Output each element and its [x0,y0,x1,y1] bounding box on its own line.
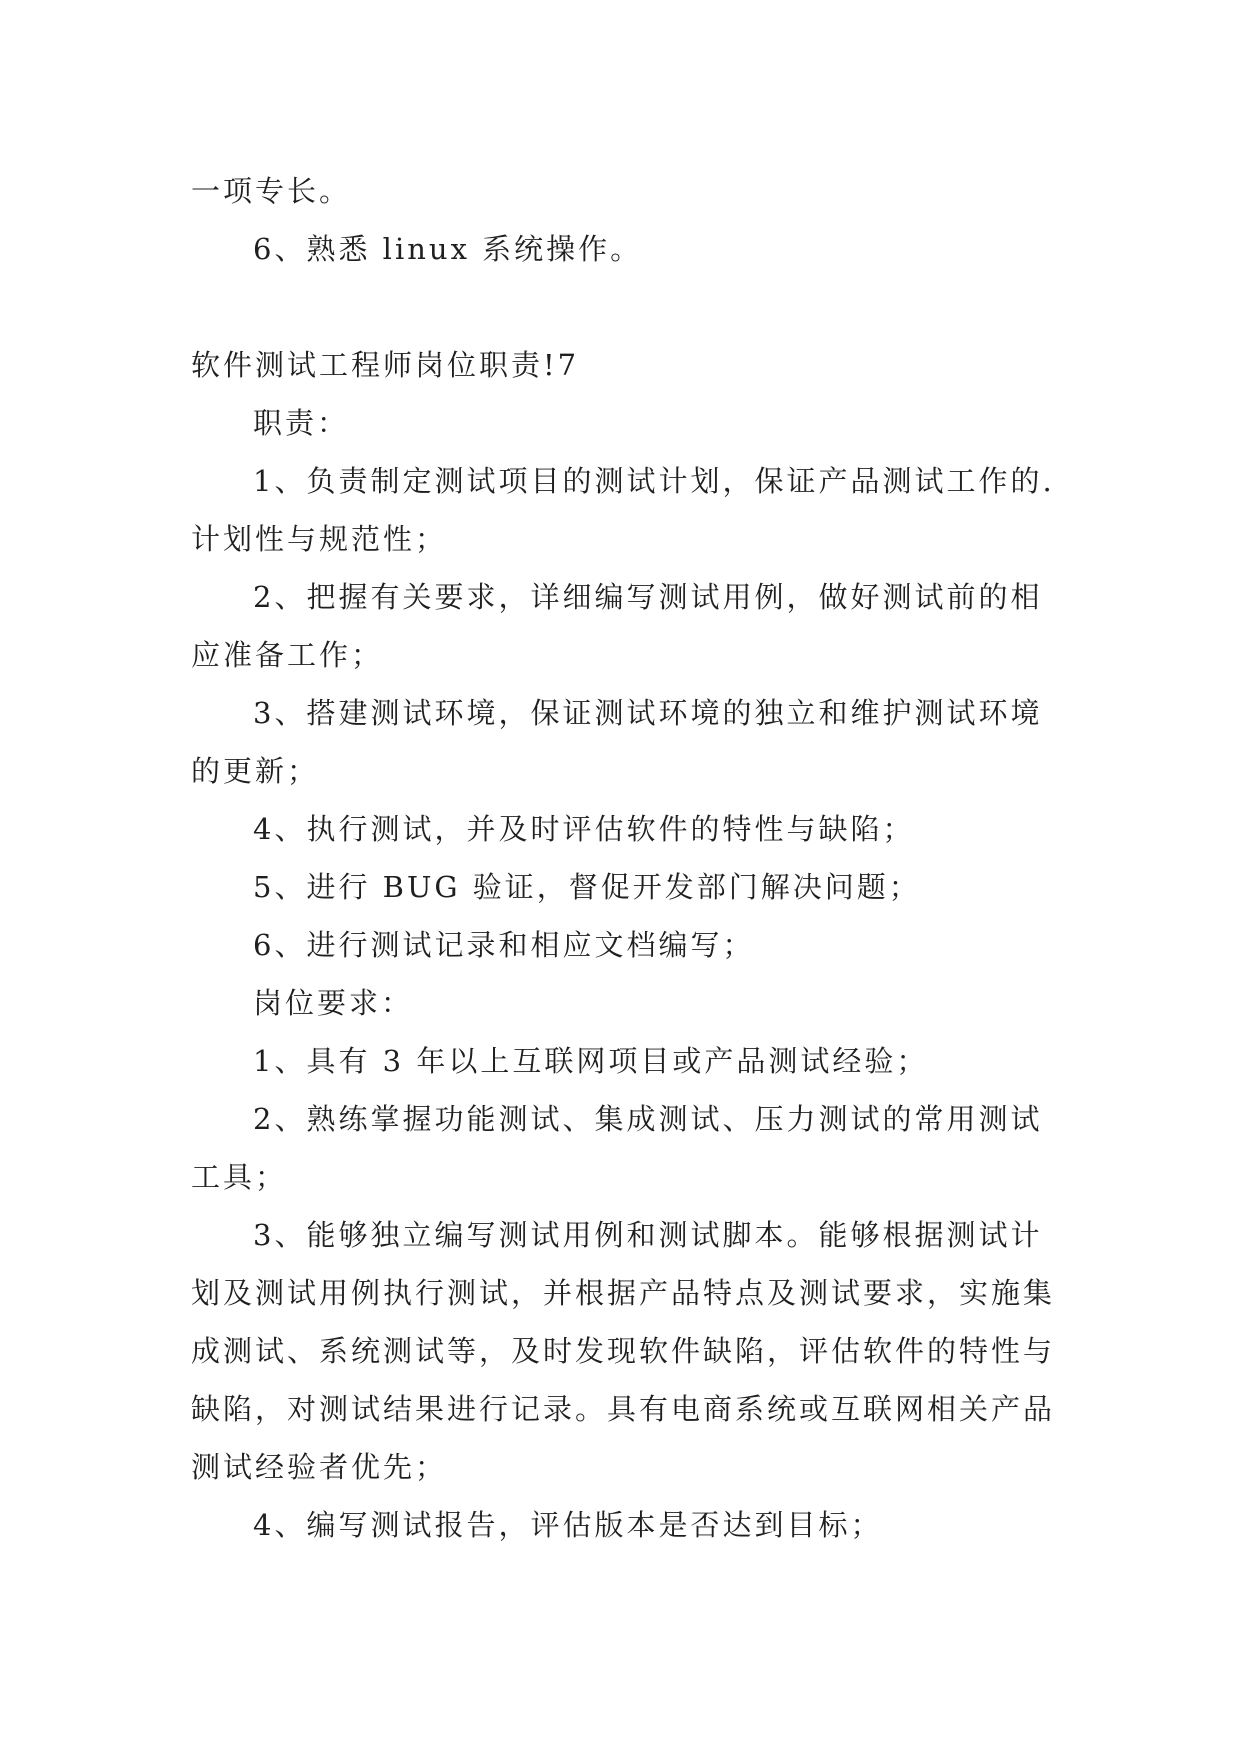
section-title: 软件测试工程师岗位职责!7 [191,348,580,382]
duty-item-5: 5、进行 BUG 验证，督促开发部门解决问题； [253,870,921,904]
paragraph-gap [191,278,1061,336]
linux-item: 6、熟悉 linux 系统操作。 [253,232,643,266]
requirement-item-1: 1、具有 3 年以上互联网项目或产品测试经验； [253,1044,929,1078]
requirement-item-3: 3、能够独立编写测试用例和测试脚本。能够根据测试计划及测试用例执行测试，并根据产品特点及测试要求，实施集成测试、系统测试等，及时发现软件缺陷，评估软件的特性与缺陷，对测试结果进行记录。具有电商系统或互联网相关产品测试经验者优先； [191,1218,1056,1484]
document-body [191,162,1061,1554]
duty-item-6: 6、进行测试记录和相应文档编写； [253,928,755,962]
duty-item-1: 1、负责制定测试项目的测试计划，保证产品测试工作的.计划性与规范性； [191,464,1055,556]
duties-heading: 职责： [253,406,350,440]
duty-item-3: 3、搭建测试环境，保证测试环境的独立和维护测试环境的更新； [191,696,1043,788]
requirement-item-2: 2、熟练掌握功能测试、集成测试、压力测试的常用测试工具； [191,1102,1043,1194]
duty-item-4: 4、执行测试，并及时评估软件的特性与缺陷； [253,812,915,846]
requirements-heading: 岗位要求： [253,986,414,1020]
duty-item-2: 2、把握有关要求，详细编写测试用例，做好测试前的相应准备工作； [191,580,1043,672]
continuation-text: 一项专长。 [191,174,352,208]
requirement-item-4: 4、编写测试报告，评估版本是否达到目标； [253,1508,883,1542]
